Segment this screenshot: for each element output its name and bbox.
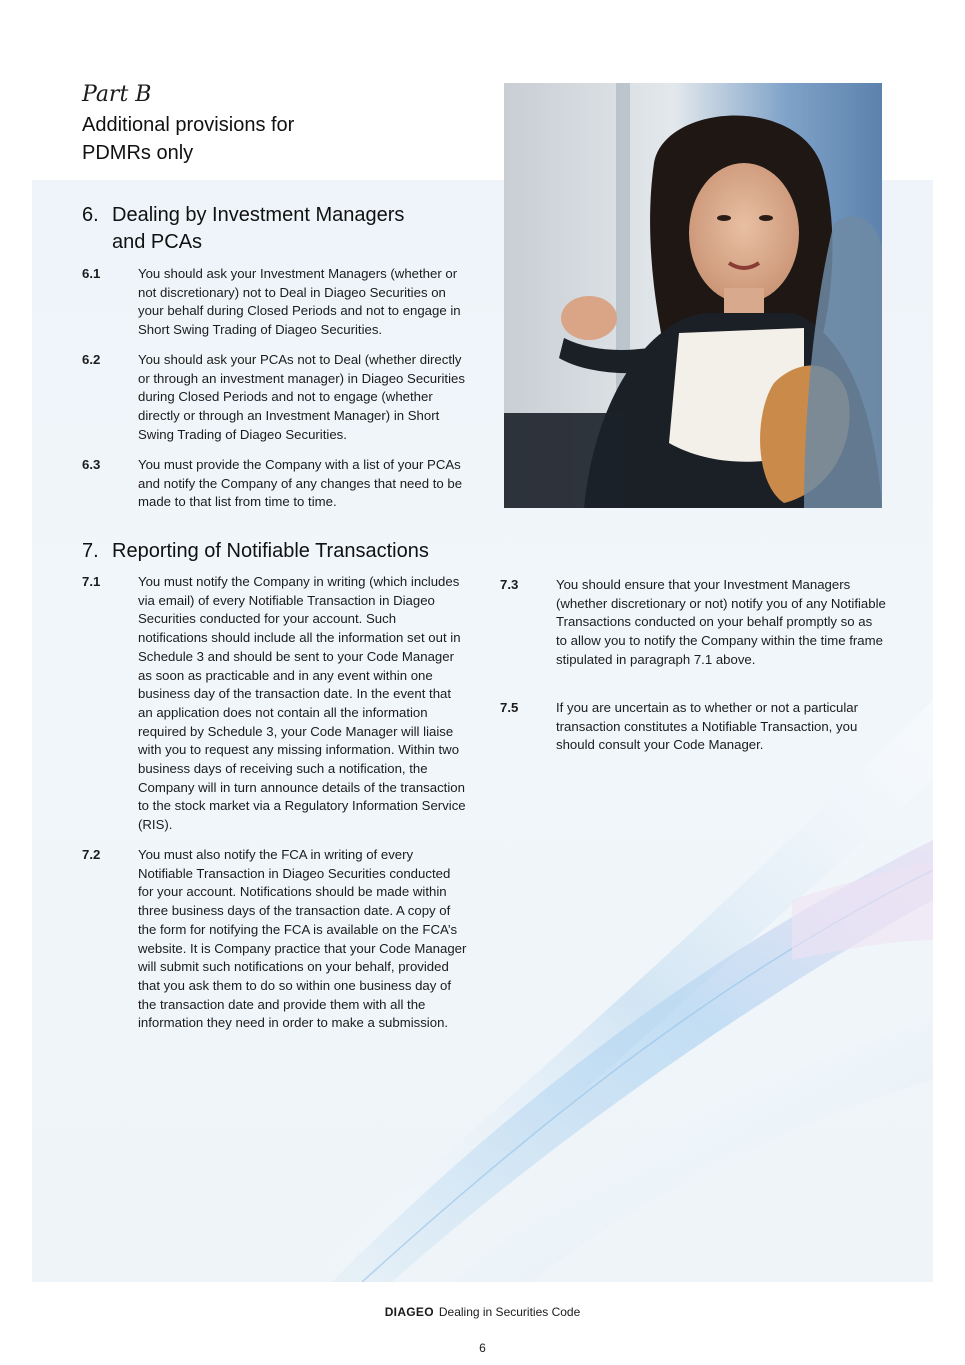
section-6-title: Dealing by Investment Managers and PCAs [112, 204, 405, 253]
section-6-heading [82, 202, 462, 256]
paragraph-text: You should ask your Investment Managers (whether or not discretionary) not to Deal in Diageo Securities on your behalf during Closed Periods and not to engage in Short Swing Trading of Diageo Securities. [138, 266, 461, 338]
photo-woman-speaking [504, 83, 882, 508]
section-6-number: 6. [82, 204, 99, 226]
paragraph-text: You should ask your PCAs not to Deal (whether directly or through an investment manager) in Diageo Securities during Closed Periods and not to engage (whether directly or through an Investment Manager) in Short Swing Trading of Diageo Securities. [138, 352, 465, 442]
footer-document-title: Dealing in Securities Code [438, 1305, 581, 1319]
paragraph-number: 6.1 [82, 266, 101, 281]
paragraph-6-2 [82, 351, 472, 445]
photo-woman-speaking-icon [504, 83, 882, 508]
paragraph-7-1 [82, 573, 472, 835]
section-7-number: 7. [82, 540, 99, 562]
paragraph-number: 7.2 [82, 847, 101, 862]
part-title: Additional provisions for PDMRs only [82, 114, 295, 164]
paragraph-text: If you are uncertain as to whether or not a particular transaction constitutes a Notifiable Transaction, you should consult your Code Manager. [556, 700, 859, 753]
part-label: Part B [82, 82, 152, 107]
paragraph-7-5 [500, 699, 890, 756]
paragraph-7-2 [82, 846, 472, 1070]
paragraph-number: 7.5 [500, 700, 519, 715]
section-7-title: Reporting of Notifiable Transactions [112, 540, 429, 562]
paragraph-text: You should ensure that your Investment Managers (whether discretionary or not) notify you of any Notifiable Transactions conducted on your behalf promptly so as to allow you to notify the Company within the time frame stipulated in paragraph 7.1 above. [556, 577, 886, 667]
diageo-logo: DIAGEO [384, 1305, 434, 1319]
paragraph-6-3 [82, 456, 472, 513]
footer [0, 1305, 965, 1319]
page-number: 6 [479, 1341, 486, 1355]
paragraph-text: You must also notify the FCA in writing of every Notifiable Transaction in Diageo Securities conducted for your account. Notifications should be made within three business days of the transaction date. A copy of the form for notifying the FCA is available on the FCA’s website. It is Company practice that your Code Manager will submit such notifications on your behalf, provided that you ask them to do so within one business day of the transaction date and provide them with all the information they need in order to make a submission. [138, 847, 467, 1031]
paragraph-number: 7.3 [500, 577, 519, 592]
paragraph-6-1 [82, 265, 472, 340]
paragraph-number: 7.1 [82, 574, 101, 589]
section-7-heading [82, 538, 502, 565]
paragraph-number: 6.3 [82, 457, 101, 472]
paragraph-number: 6.2 [82, 352, 101, 367]
paragraph-7-3 [500, 576, 890, 688]
paragraph-text: You must provide the Company with a list of your PCAs and notify the Company of any changes that need to be made to that list from time to time. [138, 457, 463, 510]
paragraph-text: You must notify the Company in writing (which includes via email) of every Notifiable Transaction in Diageo Securities conducted for your account. Such notifications should include all the information set out in Schedule 3 and should be sent to your Code Manager as soon as practicable and in any event within one business day of the transaction date. In the event that an application does not contain all the information required by Schedule 3, your Code Manager will liaise with you to request any missing information. Within two business days of receiving such a notification, the Company will in turn announce details of the transaction to the stock market via a Regulatory Information Service (RIS). [138, 574, 466, 833]
